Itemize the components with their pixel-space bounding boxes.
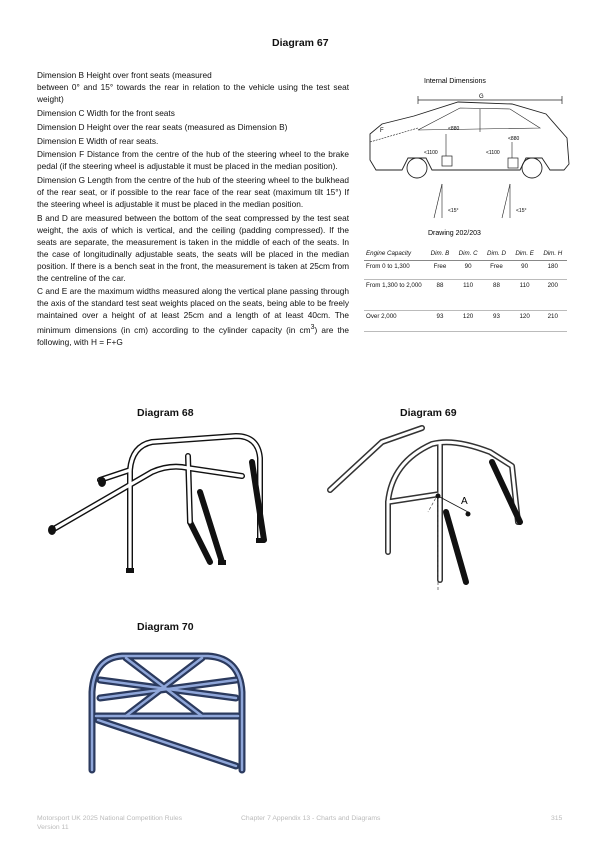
dim-d: Dimension D Height over the rear seats (measured as Dimension B): [37, 121, 288, 132]
mount-foot: [48, 525, 56, 535]
table-cell: 210: [539, 311, 567, 332]
diagram-69-title: Diagram 69: [400, 407, 457, 419]
table-header-cell: Dim. H: [539, 248, 567, 261]
footer-version: Version 11: [37, 824, 69, 831]
point-a-end: [466, 512, 471, 517]
car-body-outline: [370, 102, 569, 170]
rear-seat: [508, 158, 518, 168]
dimensions-table: [364, 248, 567, 332]
door-diagonal: [446, 512, 466, 582]
label-tilt-front: <15°: [448, 208, 459, 214]
para-ce-before: C and E are the maximum widths measured along the vertical plane passing through the axis of the standard test seat weights placed on the seats, being able to be freely maintained over a height of at least 25cm and a length of at least 40cm. The minimum dimensions (in cm) according to the cylinder capacity (in cm: [37, 286, 349, 335]
table-cell: Over 2,000: [364, 311, 426, 332]
dim-b-line2: between 0° and 15° towards the rear in relation to the vehicle using the test seat weight): [37, 81, 349, 104]
rear-wheel: [522, 158, 542, 178]
table-cell: 200: [539, 280, 567, 311]
para-bd: B and D are measured between the bottom of the seat compressed by the test seat weight, the axis of which is vertical, and the ceiling (padding compressed). If the seats are separate, the measurement is taken in the middle of each of the seats. In the case of longitudinally adjustable seats, the seats will be placed in the median position. If there is a bench seat in the front, the measurement is taken at 25cm from the centreline of the car.: [37, 212, 349, 283]
table-header-cell: Dim. D: [482, 248, 510, 261]
table-cell: 90: [454, 261, 482, 280]
label-b-rear: <880: [508, 136, 520, 142]
mount-foot: [98, 477, 106, 487]
table-cell: 120: [511, 311, 539, 332]
dim-e: Dimension E Width of rear seats.: [37, 135, 159, 146]
dim-c: Dimension C Width for the front seats: [37, 107, 175, 118]
table-header-row: [364, 248, 567, 261]
table-cell: 180: [539, 261, 567, 280]
table-cell: Free: [482, 261, 510, 280]
front-seat: [442, 156, 452, 166]
label-b-front: <880: [448, 126, 460, 132]
table-cell: Free: [426, 261, 454, 280]
para-ce: [37, 286, 349, 348]
table-row: [364, 261, 567, 280]
label-f: F: [380, 128, 384, 134]
internal-dimensions-drawing: [362, 72, 577, 240]
label-a: A: [461, 496, 468, 507]
rear-stay: [190, 522, 210, 562]
table-row: [364, 311, 567, 332]
mount-plate: [218, 560, 226, 565]
main-hoop: [130, 436, 260, 570]
table-header-cell: Dim. B: [426, 248, 454, 261]
table-cell: 90: [511, 261, 539, 280]
footer-page-number: 315: [551, 815, 563, 822]
table-header-cell: Engine Capacity: [364, 248, 426, 261]
label-g: G: [479, 94, 484, 100]
diagram-68-title: Diagram 68: [137, 407, 194, 419]
diagram-67-title: Diagram 67: [272, 37, 329, 49]
footer-rules-title: Motorsport UK 2025 National Competition Rules: [37, 815, 183, 822]
table-cell: From 1,300 to 2,000: [364, 280, 426, 311]
mount-plate: [256, 538, 264, 543]
table-cell: 93: [482, 311, 510, 332]
dim-b-line1: Dimension B Height over front seats (measured: [37, 70, 212, 80]
table-cell: 120: [454, 311, 482, 332]
front-wheel: [407, 158, 427, 178]
drawing-heading: Internal Dimensions: [424, 78, 486, 85]
table-cell: 88: [426, 280, 454, 311]
table-cell: From 0 to 1,300: [364, 261, 426, 280]
footer-chapter: Chapter 7 Appendix 13 - Charts and Diagrams: [241, 815, 381, 822]
table-header-cell: Dim. E: [511, 248, 539, 261]
dim-g: Dimension G Length from the centre of the hub of the steering wheel to the bulkhead of the rear seat, or if possible to the rear face of the rear seat (maximum tilt 15°) If the steering wheel is adjustable it must be placed in the median position.: [37, 175, 349, 210]
dimensions-text: [37, 70, 349, 349]
dimension-f-line: [370, 128, 418, 142]
label-tilt-rear: <15°: [516, 208, 527, 214]
dim-f: Dimension F Distance from the centre of the hub of the steering wheel to the brake pedal (if the steering wheel is adjustable it must be placed in the median position).: [37, 149, 349, 172]
footer-left: [37, 814, 182, 832]
rear-tilt-line: [502, 184, 510, 218]
table-cell: 110: [454, 280, 482, 311]
label-c-front: <1100: [424, 150, 438, 156]
table-cell: 88: [482, 280, 510, 311]
car-windows: [418, 108, 540, 130]
table-header-cell: Dim. C: [454, 248, 482, 261]
mount-plate: [126, 568, 134, 573]
para-ce-after: ) are the following, with H = F+G: [37, 324, 349, 347]
drawing-caption: Drawing 202/203: [428, 230, 481, 237]
table-cell: 110: [511, 280, 539, 311]
diagram-70-rollcage: [80, 640, 260, 775]
diagram-69-rollcage: [322, 422, 572, 592]
para-ce-sup: 3: [310, 324, 315, 332]
table-cell: 93: [426, 311, 454, 332]
front-tilt-line: [434, 184, 442, 218]
diagram-68-rollcage: [40, 422, 290, 582]
table-row: [364, 280, 567, 311]
diagram-70-title: Diagram 70: [137, 621, 194, 633]
label-c-rear: <1100: [486, 150, 500, 156]
